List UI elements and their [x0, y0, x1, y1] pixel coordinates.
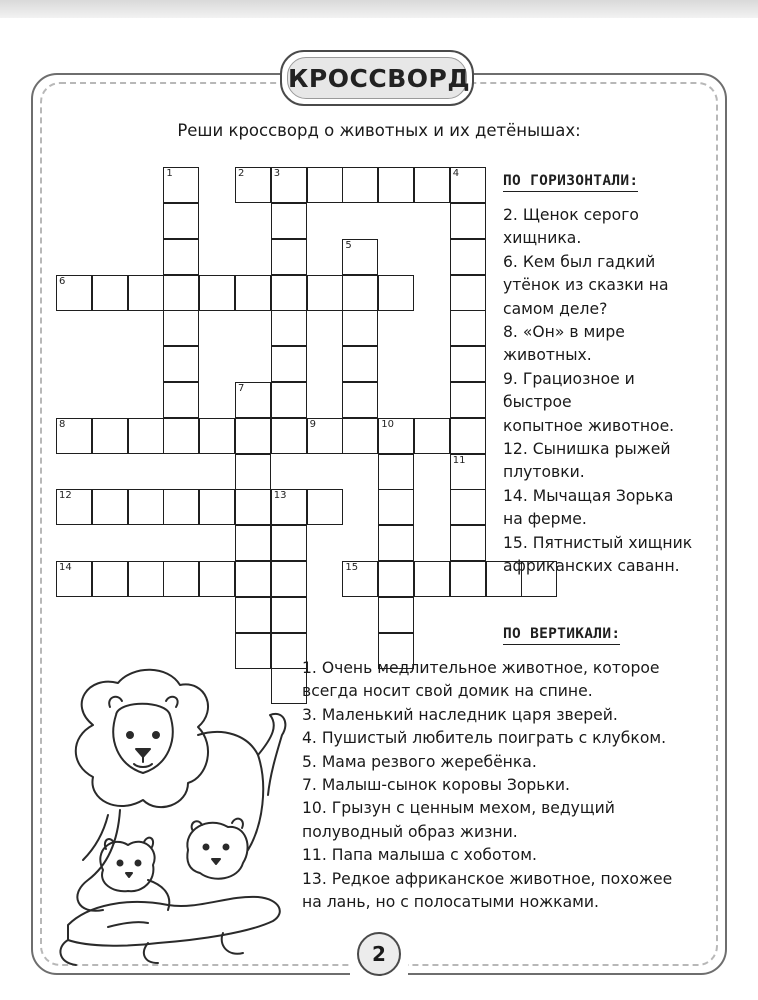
- across-clue-line: хищника.: [503, 229, 582, 248]
- crossword-cell[interactable]: [128, 489, 164, 525]
- crossword-cell[interactable]: [378, 275, 414, 311]
- down-clue-line: 4. Пушистый любитель поиграть с клубком.: [302, 729, 667, 748]
- crossword-cell[interactable]: [163, 418, 199, 454]
- crossword-cell[interactable]: [271, 418, 307, 454]
- crossword-cell[interactable]: [450, 489, 486, 525]
- crossword-cell[interactable]: [271, 561, 307, 597]
- crossword-cell[interactable]: [271, 239, 307, 275]
- across-clue-line: 6. Кем был гадкий: [503, 252, 656, 271]
- crossword-cell[interactable]: [235, 418, 271, 454]
- crossword-cell[interactable]: [163, 382, 199, 418]
- crossword-cell[interactable]: [199, 418, 235, 454]
- page-subtitle: Реши кроссворд о животных и их детёнышах:: [177, 121, 581, 140]
- down-heading: [503, 626, 620, 645]
- crossword-cell[interactable]: [271, 203, 307, 239]
- crossword-cell[interactable]: [128, 418, 164, 454]
- crossword-cell[interactable]: [414, 561, 450, 597]
- crossword-cell[interactable]: [235, 597, 271, 633]
- cell-number: 4: [452, 168, 460, 180]
- across-clues: [503, 204, 718, 579]
- crossword-cell[interactable]: [450, 275, 486, 311]
- across-clue-line: быстрое: [503, 393, 572, 412]
- cell-number: 3: [273, 168, 281, 180]
- down-clue-line: 7. Малыш-сынок коровы Зорьки.: [302, 776, 571, 795]
- crossword-cell[interactable]: [342, 167, 378, 203]
- down-clue-line: 1. Очень медлительное животное, которое: [302, 659, 660, 677]
- crossword-cell[interactable]: [199, 561, 235, 597]
- down-clue-line: 13. Редкое африканское животное, похожее: [302, 869, 673, 888]
- crossword-cell[interactable]: [92, 275, 128, 311]
- cell-number: 2: [238, 168, 245, 180]
- across-clue-line: 12. Сынишка рыжей: [503, 440, 671, 459]
- crossword-cell[interactable]: [450, 203, 486, 239]
- crossword-cell[interactable]: [342, 382, 378, 418]
- crossword-cell[interactable]: [307, 167, 343, 203]
- crossword-cell[interactable]: [450, 346, 486, 382]
- across-clue-line: 8. «Он» в мире: [503, 323, 625, 342]
- crossword-cell[interactable]: [271, 275, 307, 311]
- crossword-cell[interactable]: [450, 454, 486, 490]
- crossword-cell[interactable]: [56, 489, 92, 525]
- down-clue-line: 3. Маленький наследник царя зверей.: [302, 705, 618, 724]
- crossword-cell[interactable]: [342, 239, 378, 275]
- crossword-cell[interactable]: [378, 597, 414, 633]
- crossword-cell[interactable]: [307, 489, 343, 525]
- crossword-cell[interactable]: [414, 418, 450, 454]
- down-clue-line: 10. Грызун с ценным мехом, ведущий: [302, 799, 615, 818]
- crossword-cell[interactable]: [342, 346, 378, 382]
- crossword-cell[interactable]: [235, 489, 271, 525]
- crossword-cell[interactable]: [56, 418, 92, 454]
- crossword-cell[interactable]: [450, 310, 486, 346]
- crossword-cell[interactable]: [235, 633, 271, 669]
- cell-number: 9: [309, 418, 316, 430]
- crossword-cell[interactable]: [271, 310, 307, 346]
- down-clue-line: полуводный образ жизни.: [302, 822, 518, 841]
- crossword-cell[interactable]: [342, 561, 378, 597]
- down-clue-line: на лань, но с полосатыми ножками.: [302, 893, 599, 912]
- crossword-cell[interactable]: [378, 561, 414, 597]
- crossword-cell[interactable]: [199, 275, 235, 311]
- crossword-cell[interactable]: [163, 275, 199, 311]
- crossword-cell[interactable]: [271, 346, 307, 382]
- crossword-cell[interactable]: [271, 167, 307, 203]
- crossword-cell[interactable]: [163, 310, 199, 346]
- crossword-cell[interactable]: [56, 275, 92, 311]
- crossword-cell[interactable]: [235, 525, 271, 561]
- cell-number: 12: [59, 490, 72, 502]
- crossword-cell[interactable]: [414, 167, 450, 203]
- crossword-cell[interactable]: [307, 275, 343, 311]
- crossword-cell[interactable]: [199, 489, 235, 525]
- crossword-cell[interactable]: [235, 561, 271, 597]
- crossword-cell[interactable]: [163, 346, 199, 382]
- crossword-cell[interactable]: [56, 561, 92, 597]
- cell-number: 11: [452, 454, 466, 466]
- cell-number: 1: [166, 168, 173, 180]
- crossword-cell[interactable]: [450, 167, 486, 203]
- across-heading-text: ПО ГОРИЗОНТАЛИ:: [503, 173, 638, 192]
- crossword-cell[interactable]: [342, 310, 378, 346]
- crossword-cell[interactable]: [378, 167, 414, 203]
- crossword-cell[interactable]: [271, 382, 307, 418]
- across-heading: [503, 173, 638, 192]
- crossword-cell[interactable]: [378, 454, 414, 490]
- crossword-cell[interactable]: [235, 167, 271, 203]
- crossword-cell[interactable]: [342, 418, 378, 454]
- crossword-cell[interactable]: [235, 382, 271, 418]
- crossword-cell[interactable]: [450, 239, 486, 275]
- across-clue-line: плутовки.: [503, 463, 585, 482]
- across-clue-line: африканских саванн.: [503, 557, 680, 576]
- crossword-cell[interactable]: [163, 489, 199, 525]
- crossword-cell[interactable]: [307, 418, 343, 454]
- across-clue-line: 2. Щенок серого: [503, 206, 639, 224]
- page-title: КРОССВОРД: [287, 57, 467, 99]
- cell-number: 5: [345, 239, 352, 251]
- cell-number: 13: [273, 490, 287, 502]
- crossword-cell[interactable]: [450, 418, 486, 454]
- crossword-cell[interactable]: [450, 561, 486, 597]
- cell-number: 8: [59, 418, 66, 430]
- across-clue-line: 15. Пятнистый хищник: [503, 533, 693, 552]
- across-clue-line: животных.: [503, 346, 592, 365]
- down-clue-line: 5. Мама резвого жеребёнка.: [302, 752, 537, 771]
- crossword-cell[interactable]: [378, 489, 414, 525]
- crossword-cell[interactable]: [128, 561, 164, 597]
- across-clue-line: копытное животное.: [503, 416, 675, 435]
- cell-number: 10: [381, 418, 394, 430]
- crossword-cell[interactable]: [378, 525, 414, 561]
- cell-number: 6: [59, 275, 66, 287]
- across-clue-line: утёнок из сказки на: [503, 276, 669, 295]
- crossword-cell[interactable]: [235, 275, 271, 311]
- down-clue-line: 11. Папа малыша с хоботом.: [302, 846, 537, 865]
- lion-family-illustration: [48, 665, 298, 970]
- crossword-cell[interactable]: [342, 275, 378, 311]
- crossword-cell[interactable]: [92, 418, 128, 454]
- cell-number: 14: [59, 562, 72, 573]
- crossword-cell[interactable]: [450, 382, 486, 418]
- crossword-cell[interactable]: [378, 418, 414, 454]
- crossword-cell[interactable]: [163, 203, 199, 239]
- crossword-cell[interactable]: [163, 561, 199, 597]
- cell-number: 7: [238, 383, 245, 394]
- crossword-cell[interactable]: [92, 561, 128, 597]
- crossword-cell[interactable]: [450, 525, 486, 561]
- down-clue-line: всегда носит свой домик на спине.: [302, 682, 593, 701]
- crossword-cell[interactable]: [271, 597, 307, 633]
- crossword-cell[interactable]: [128, 275, 164, 311]
- down-heading-text: ПО ВЕРТИКАЛИ:: [503, 626, 620, 645]
- crossword-cell[interactable]: [163, 239, 199, 275]
- crossword-cell[interactable]: [163, 167, 199, 203]
- across-clue-line: самом деле?: [503, 299, 608, 318]
- crossword-cell[interactable]: [271, 489, 307, 525]
- across-clue-line: на ферме.: [503, 510, 587, 529]
- across-clue-line: 14. Мычащая Зорька: [503, 486, 674, 505]
- page-number: 2: [357, 932, 401, 976]
- crossword-cell[interactable]: [92, 489, 128, 525]
- down-clues: [302, 657, 722, 914]
- crossword-cell[interactable]: [271, 525, 307, 561]
- across-clue-line: 9. Грациозное и: [503, 369, 635, 388]
- cell-number: 15: [345, 562, 359, 573]
- crossword-cell[interactable]: [235, 454, 271, 490]
